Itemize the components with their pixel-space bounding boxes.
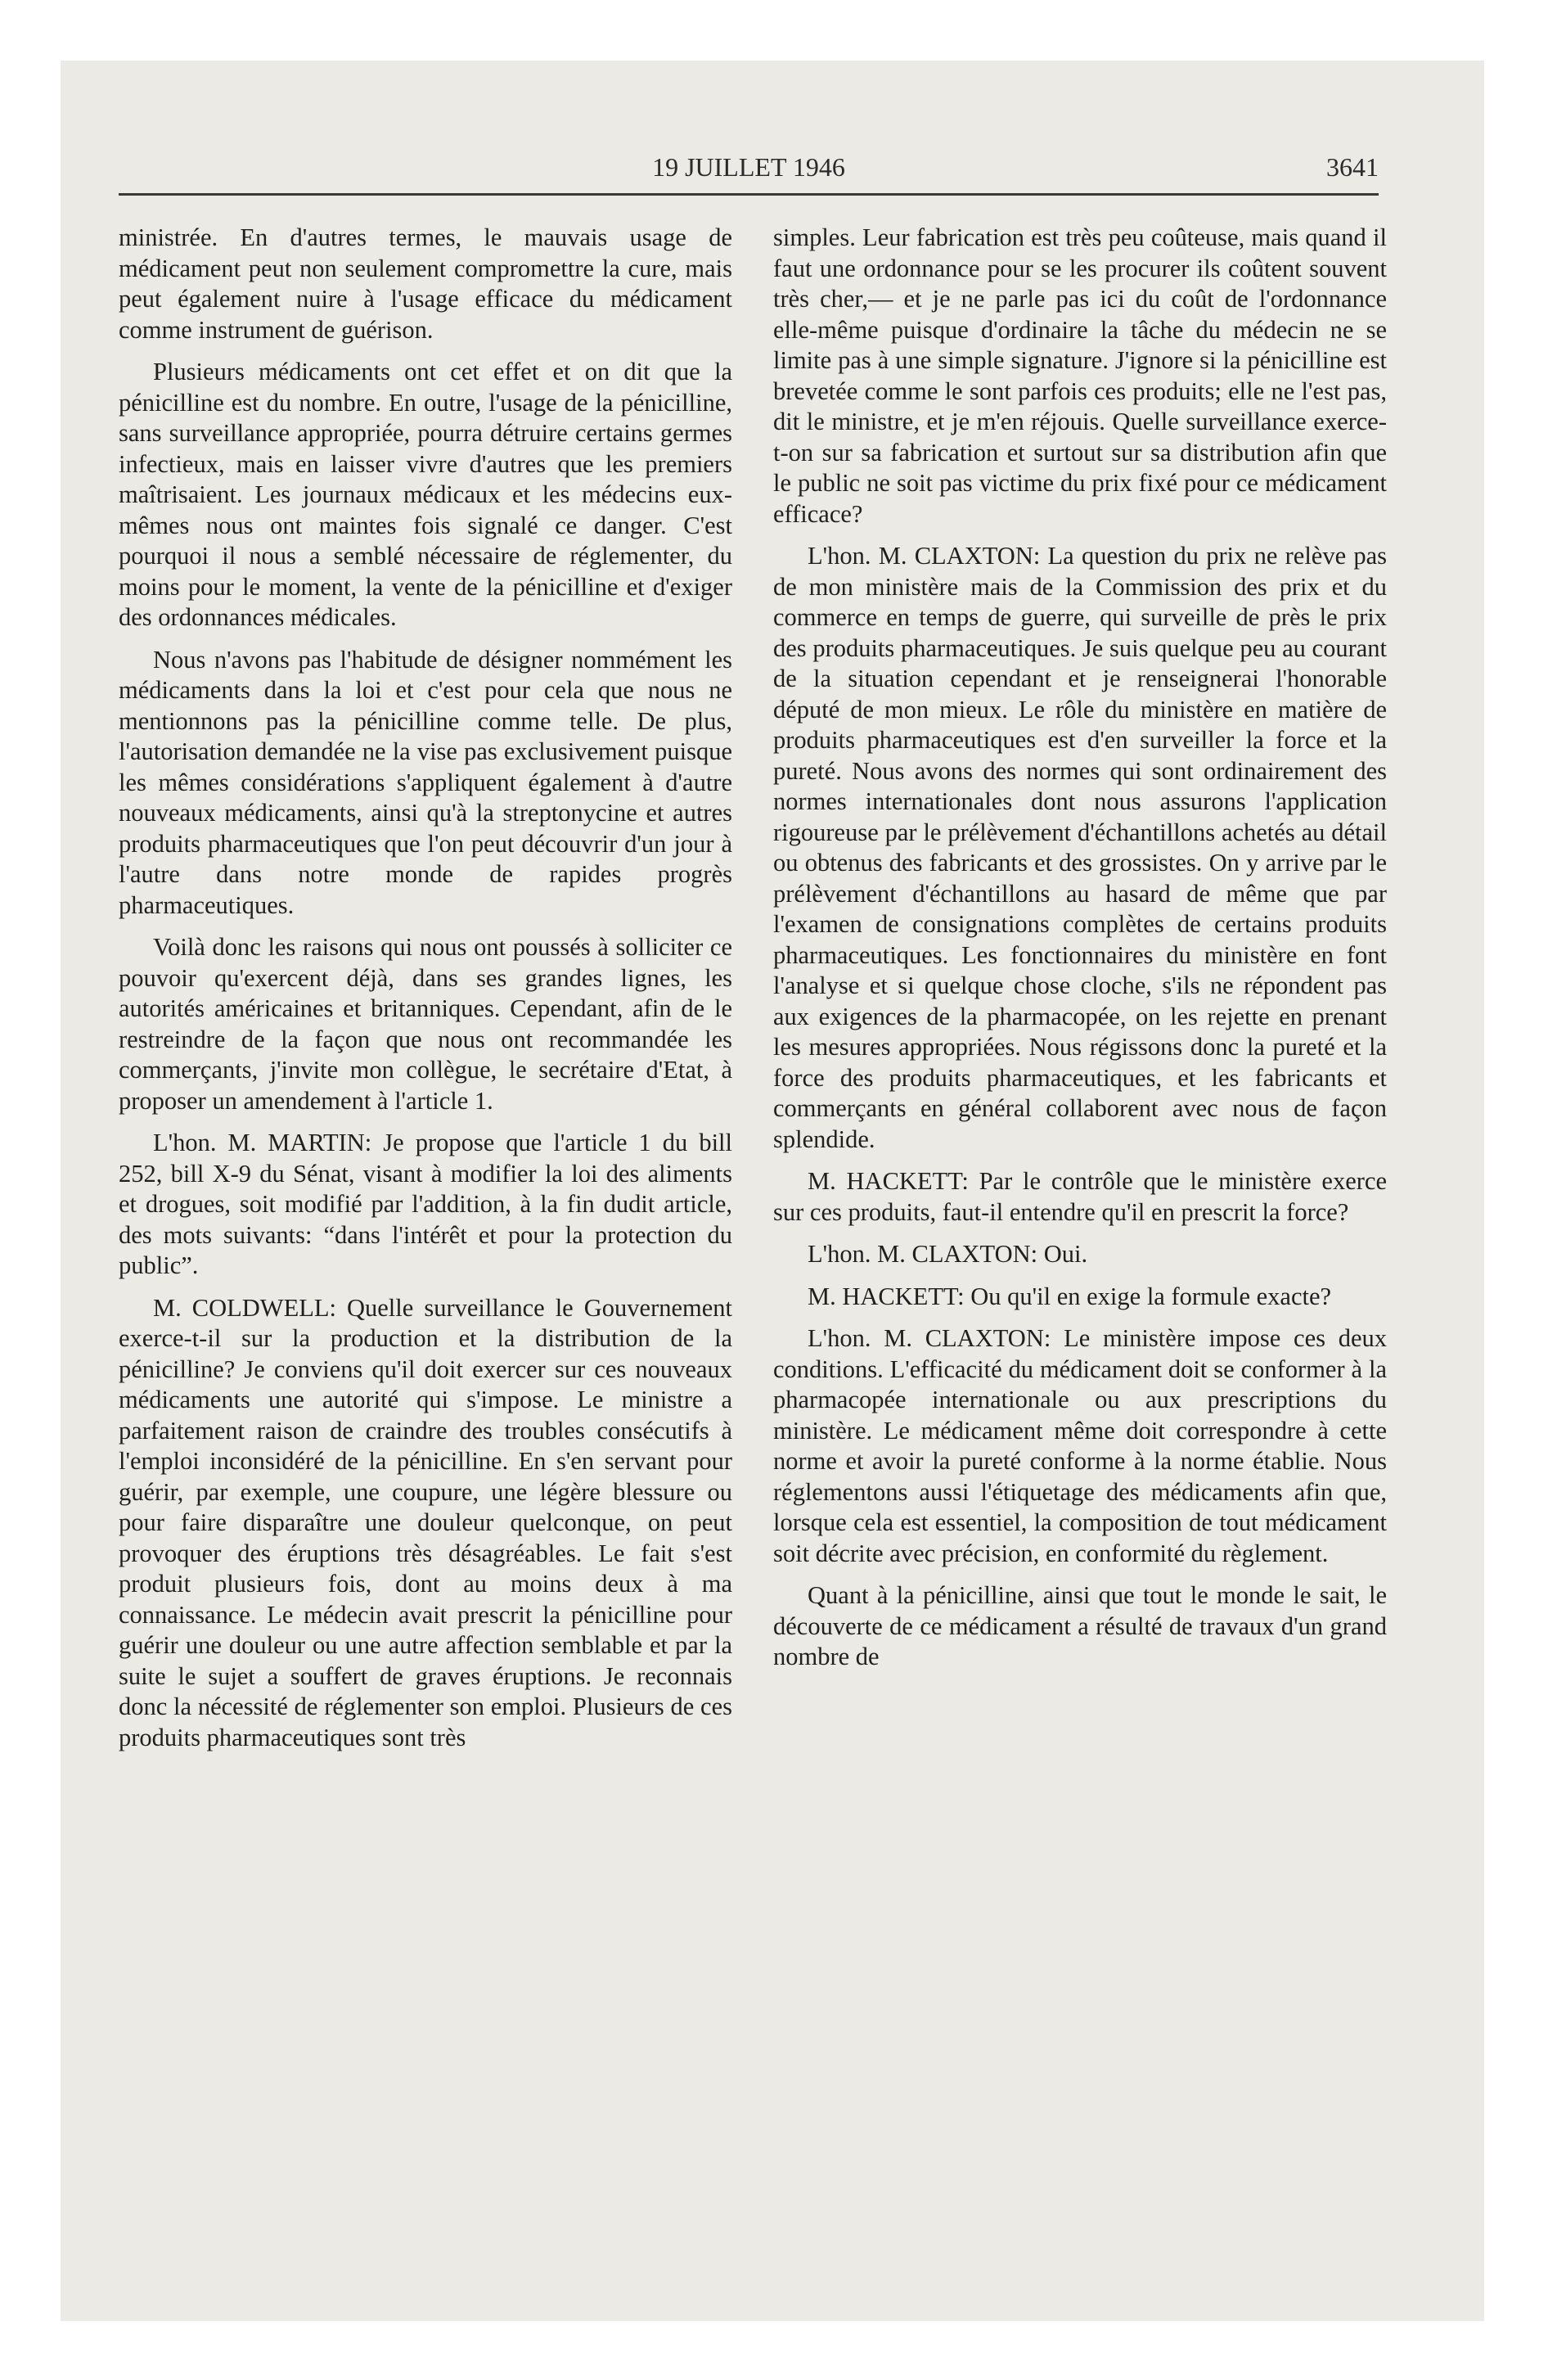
paragraph: Plusieurs médicaments ont cet effet et on dit que la pénicilline est du nombre. En outre, l'usage de la pénicilline, sans surveillance appropriée, pourra détruire certains germes infectieux, mais en laisser vivre d'autres que les premiers maîtrisaient. Les journaux médicaux et les médecins eux-mêmes nous ont maintes fois signalé ce danger. C'est pourquoi il nous a semblé nécessaire de réglementer, du moins pour le moment, la vente de la pénicilline et d'exiger des ordonnances médicales. xyxy=(119,358,732,631)
paragraph: L'hon. M. CLAXTON: Oui. xyxy=(808,1240,1088,1268)
paragraph: simples. Leur fabrication est très peu coûteuse, mais quand il faut une ordonnance pour se les procurer ils coûtent souvent très cher,— et je ne parle pas ici du coût de l'ordonnance elle-même puisque d'ordinaire la tâche du médecin ne se limite pas à une simple signature. J'ignore si la pénicilline est brevetée comme le sont parfois ces produits; elle ne l'est pas, dit le ministre, et je m'en réjouis. Quelle surveillance exerce-t-on sur sa fabrication et surtout sur sa distribution afin que le public ne soit pas victime du prix fixé pour ce médicament efficace? xyxy=(773,223,1387,528)
paragraph: Quant à la pénicilline, ainsi que tout le monde le sait, le découverte de ce médicament a résulté de travaux d'un grand nombre de xyxy=(773,1581,1387,1670)
paragraph: L'hon. M. CLAXTON: La question du prix ne relève pas de mon ministère mais de la Commission des prix et du commerce en temps de guerre, qui surveille de près le prix des produits pharmaceutiques. Je suis quelque peu au courant de la situation cependant et je renseignerai l'honorable député de mon mieux. Le rôle du ministère en matière de produits pharmaceutiques est d'en surveiller la force et la pureté. Nous avons des normes qui sont ordinairement des normes internationales dont nous assurons l'application rigoureuse par le prélèvement d'échantillons achetés au détail ou obtenus des fabricants et des grossistes. On y arrive par le prélèvement d'échantillons au hasard de même que par l'examen de consignations complètes de certains produits pharmaceutiques. Les fonctionnaires du ministère en font l'analyse et si quelque chose cloche, s'ils ne répondent pas aux exigences de la pharmacopée, on les rejette en prenant les mesures appropriées. Nous régissons donc la pureté et la force des produits pharmaceutiques, et les fabricants et commerçants en général collaborent avec nous de façon splendide. xyxy=(773,542,1387,1153)
paragraph: Voilà donc les raisons qui nous ont poussés à solliciter ce pouvoir qu'exercent déjà, dans ses grandes lignes, les autorités américaines et britanniques. Cependant, afin de le restreindre de la façon que nous ont recommandée les commerçants, j'invite mon collègue, le secrétaire d'Etat, à proposer un amendement à l'article 1. xyxy=(119,933,732,1115)
paragraph: L'hon. M. CLAXTON: Le ministère impose ces deux conditions. L'efficacité du médicament doit se conformer à la pharmacopée internationale ou aux prescriptions du ministère. Le médicament même doit correspondre à cette norme et avoir la pureté conforme à la norme établie. Nous réglementons aussi l'étiquetage des médicaments afin que, lorsque cela est essentiel, la composition de tout médicament soit décrite avec précision, en conformité du règlement. xyxy=(773,1324,1387,1567)
paragraph: L'hon. M. MARTIN: Je propose que l'article 1 du bill 252, bill X-9 du Sénat, visant à modifier la loi des aliments et drogues, soit modifié par l'addition, à la fin dudit article, des mots suivants: “dans l'intérêt et pour la protection du public”. xyxy=(119,1129,732,1279)
left-column xyxy=(119,223,732,1765)
paragraph: ministrée. En d'autres termes, le mauvais usage de médicament peut non seulement compromettre la cure, mais peut également nuire à l'usage efficace du médicament comme instrument de guérison. xyxy=(119,223,732,344)
header-rule xyxy=(119,193,1379,196)
paragraph: Nous n'avons pas l'habitude de désigner nommément les médicaments dans la loi et c'est pour cela que nous ne mentionnons pas la pénicilline comme telle. De plus, l'autorisation demandée ne la vise pas exclusivement puisque les mêmes considérations s'appliquent également à d'autre nouveaux médicaments, ainsi qu'à la streptonycine et autres produits pharmaceutiques que l'on peut découvrir d'un jour à l'autre dans notre monde de rapides progrès pharmaceutiques. xyxy=(119,645,732,919)
page-header xyxy=(119,152,1379,193)
paragraph: M. HACKETT: Ou qu'il en exige la formule exacte? xyxy=(808,1282,1332,1310)
page-number: 3641 xyxy=(1326,152,1379,182)
paragraph: M. HACKETT: Par le contrôle que le ministère exerce sur ces produits, faut-il entendre qu'il en prescrit la force? xyxy=(773,1167,1387,1226)
header-date: 19 JUILLET 1946 xyxy=(652,152,845,182)
paragraph: M. COLDWELL: Quelle surveillance le Gouvernement exerce-t-il sur la production et la distribution de la pénicilline? Je conviens qu'il doit exercer sur ces nouveaux médicaments une autorité qui s'impose. Le ministre a parfaitement raison de craindre des troubles consécutifs à l'emploi inconsidéré de la pénicilline. En s'en servant pour guérir, par exemple, une coupure, une légère blessure ou pour faire disparaître une douleur quelconque, on peut provoquer des éruptions très désagréables. Le fait s'est produit plusieurs fois, dont au moins deux à ma connaissance. Le médecin avait prescrit la pénicilline pour guérir une douleur ou une autre affection semblable et par la suite le sujet a souffert de graves éruptions. Je reconnais donc la nécessité de réglementer son emploi. Plusieurs de ces produits pharmaceutiques sont très xyxy=(119,1293,732,1751)
right-column xyxy=(773,223,1387,1684)
